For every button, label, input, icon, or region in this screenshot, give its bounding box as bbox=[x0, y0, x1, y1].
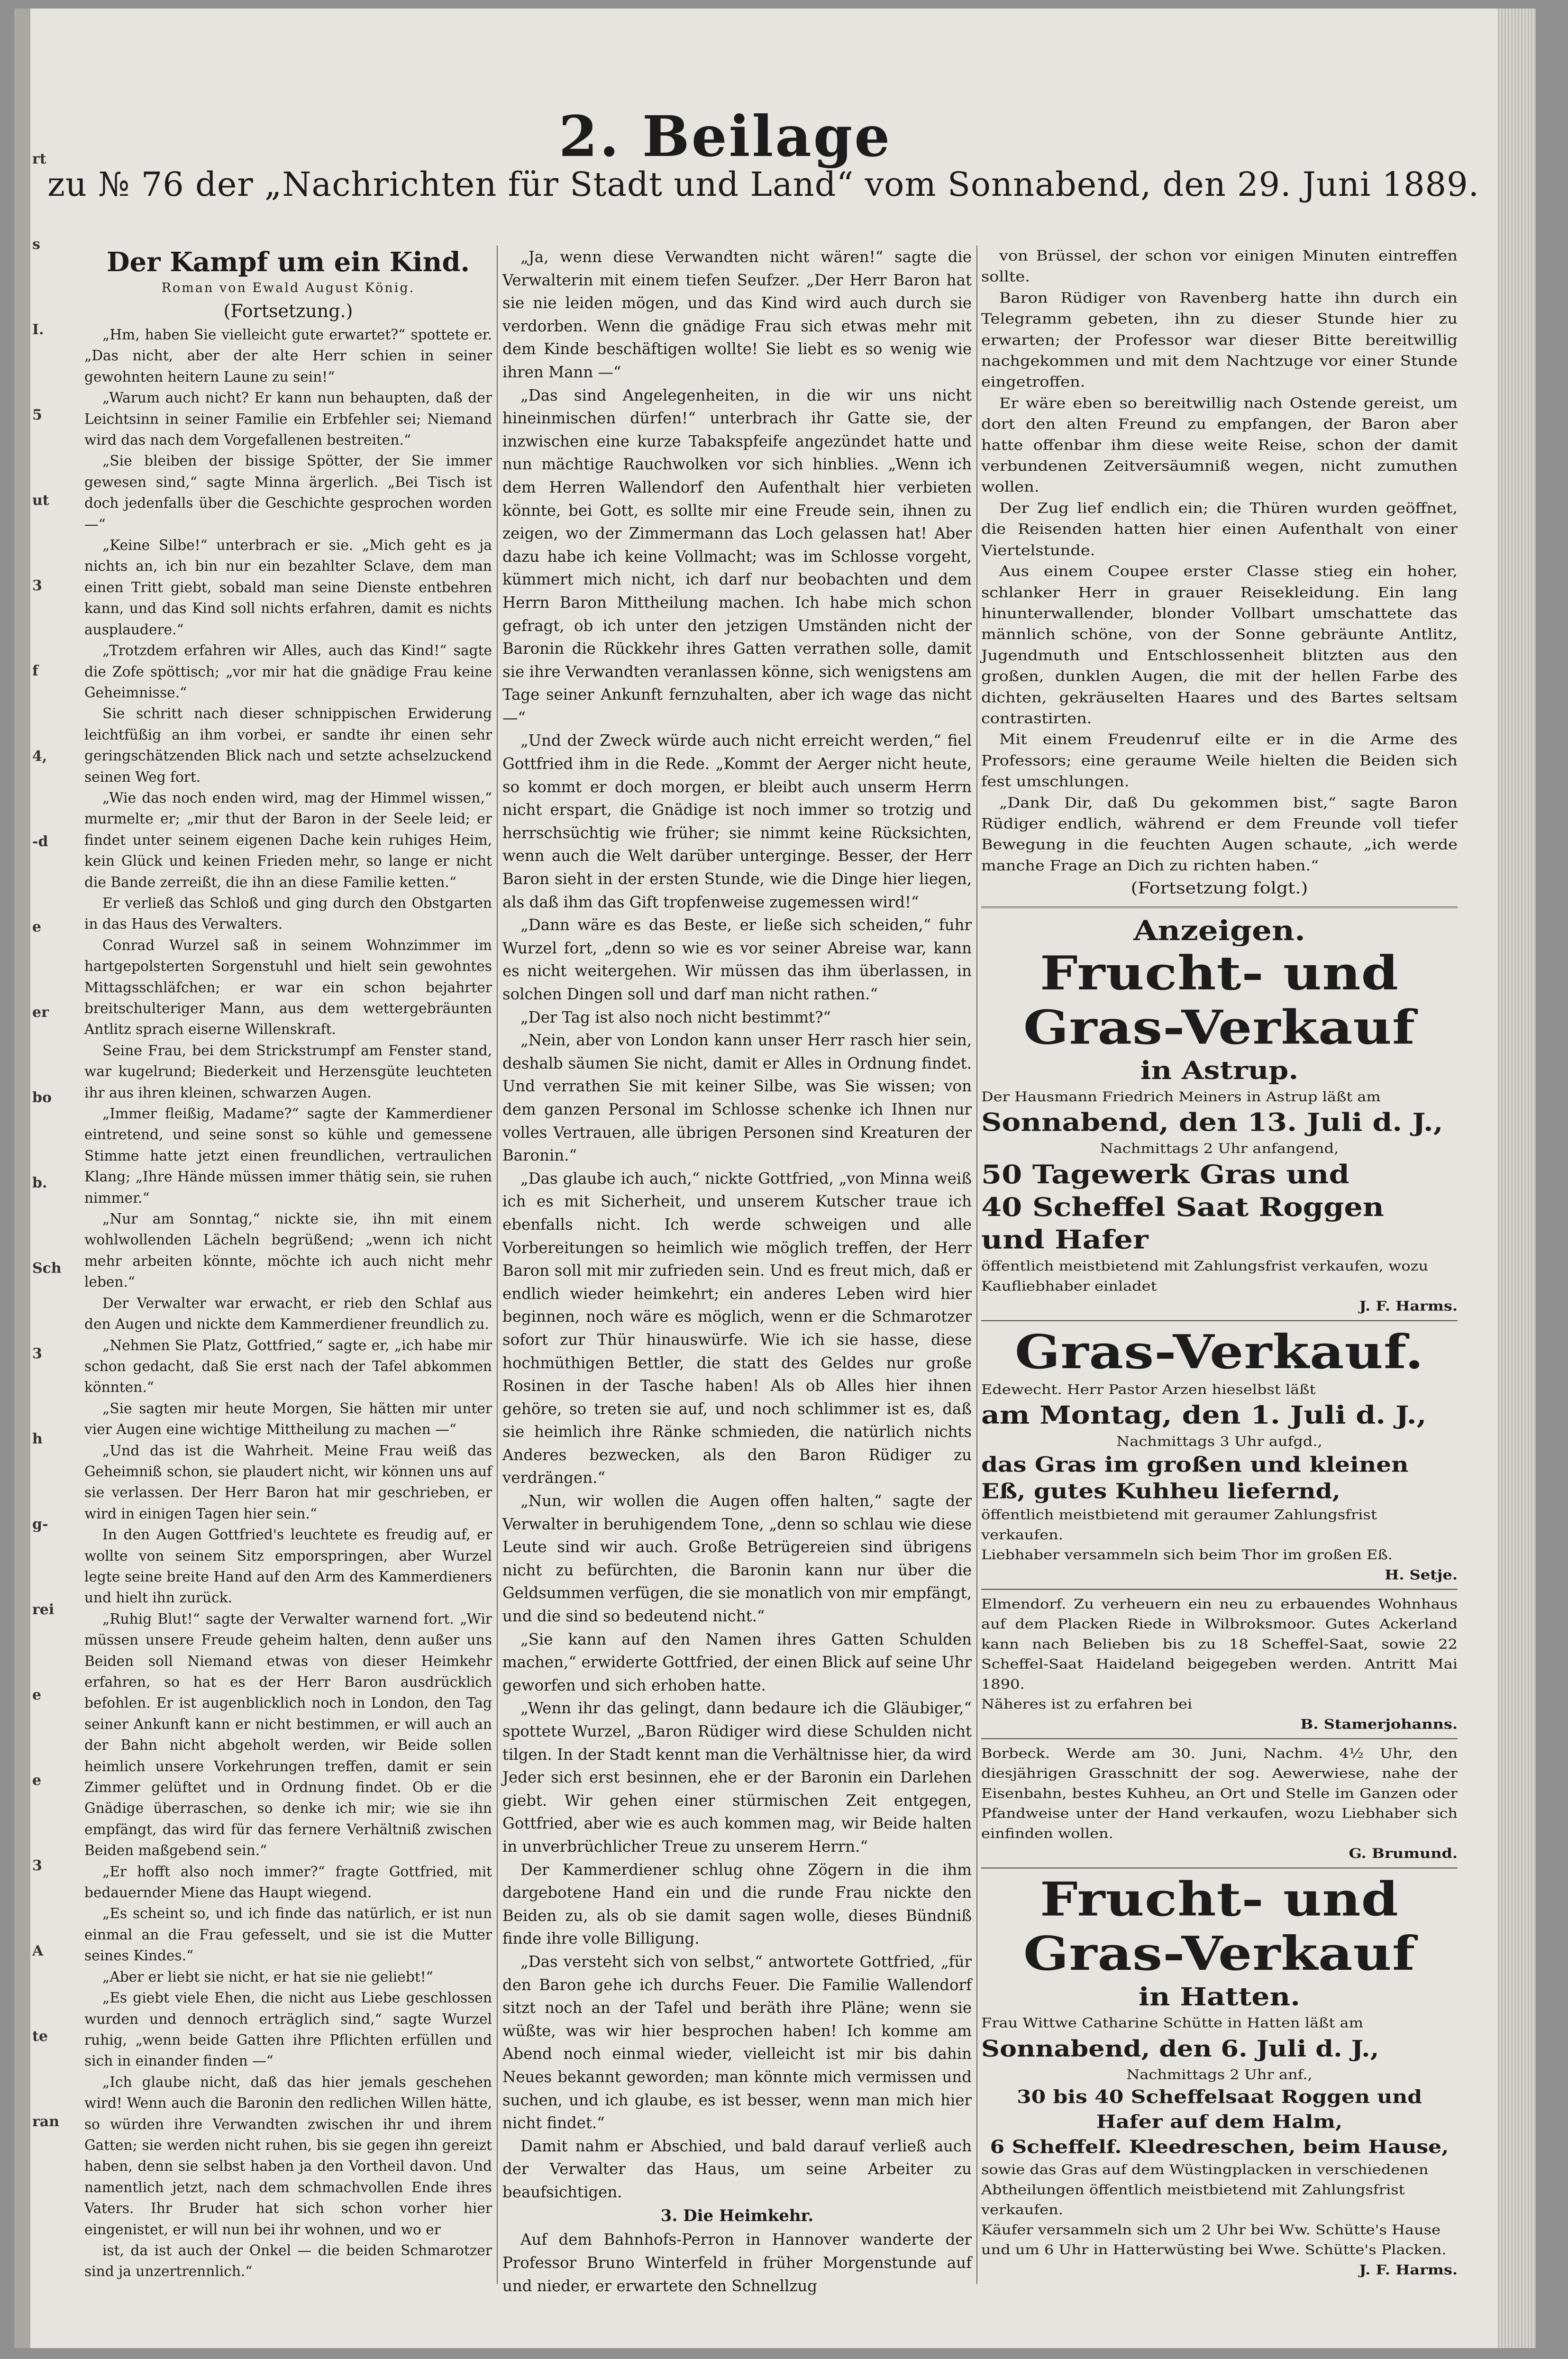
story-paragraph: In den Augen Gottfried's leuchtete es freudig auf, er wollte von seinem Sitz emporspringen, aber Wurzel legte seine breite Hand auf den Arm des Kammerdieners und hielt ihn zurück. bbox=[84, 1527, 492, 1606]
story-paragraph: Seine Frau, bei dem Strickstrumpf am Fenster stand, war kugelrund; Biederkeit und Herzensgüte leuchteten ihr aus ihren kleinen, schwarzen Augen. bbox=[84, 1042, 492, 1101]
page-title: 2. Beilage bbox=[558, 103, 892, 169]
book-spine bbox=[14, 9, 30, 2348]
column-2 bbox=[502, 246, 972, 2297]
ad-text: Elmendorf. Zu verheuern ein neu zu erbauendes Wohnhaus auf dem Placken Riede in Wilbroksmoor. Gutes Ackerland kann nach Belieben bis zu 18 Scheffel-Saat, sowie 22 Scheffel-Saat Haideland beigegeben werden. Antritt Mai 1890. bbox=[981, 1596, 1458, 1692]
adjacent-page-fragment: s bbox=[32, 236, 40, 253]
ad-item: 50 Tagewerk Gras und bbox=[981, 1159, 1349, 1190]
story-paragraph: „Er hofft also noch immer?“ fragte Gottfried, mit bedauernder Miene das Haupt wiegend. bbox=[84, 1863, 492, 1901]
adjacent-page-fragment: b. bbox=[32, 1175, 47, 1191]
column-2-body bbox=[502, 246, 972, 2204]
story-paragraph: „Es giebt viele Ehen, die nicht aus Liebe geschlossen wurden und dennoch erträglich sind,“ sagte Wurzel ruhig, „wenn beide Gatten ihre Pflichten erfüllen und sich in einander finden —“ bbox=[84, 1990, 492, 2069]
adjacent-page-fragment: te bbox=[32, 2028, 48, 2045]
story-paragraph: Sie schritt nach dieser schnippischen Erwiderung leichtfüßig an ihm vorbei, er sandte ihr einen sehr geringschätzenden Blick nach und setzte achselzuckend seinen Weg fort. bbox=[84, 705, 492, 785]
ad-outro: Käufer versammeln sich um 2 Uhr bei Ww. Schütte's Hause und um 6 Uhr in Hatterwüsting bei Wwe. Schütte's Placken. bbox=[981, 2222, 1447, 2258]
story-paragraph: Der Zug lief endlich ein; die Thüren wurden geöffnet, die Reisenden hatten hier einen Aufenthalt von einer Viertelstunde. bbox=[981, 500, 1458, 558]
ad-date: Sonnabend, den 13. Juli d. J., bbox=[981, 1108, 1443, 1137]
adjacent-page-fragment: A bbox=[32, 1943, 44, 1959]
adjacent-page-fragment: rt bbox=[32, 151, 46, 167]
separator bbox=[981, 906, 1458, 908]
ad-outro: öffentlich meistbietend mit geraumer Zahlungsfrist verkaufen. bbox=[981, 1507, 1377, 1543]
ad-item: Hafer auf dem Halm, bbox=[1096, 2111, 1343, 2133]
story-paragraph: Mit einem Freudenruf eilte er in die Arme des Professors; eine geraume Weile hielten die Beiden sich fest umschlungen. bbox=[981, 731, 1458, 790]
story-paragraph: ist, da ist auch der Onkel — die beiden Schmarotzer sind ja unzertrennlich.“ bbox=[84, 2242, 492, 2280]
ad-date: am Montag, den 1. Juli d. J., bbox=[981, 1400, 1427, 1430]
story-paragraph: „Keine Silbe!“ unterbrach er sie. „Mich geht es ja nichts an, ich bin nur ein bezahlter Sclave, dem man einen Tritt giebt, sobald man seine Dienste entbehren kann, und das Kind soll nichts erfahren, damit es nichts ausplaudere.“ bbox=[84, 537, 492, 638]
story-paragraph: „Wie das noch enden wird, mag der Himmel wissen,“ murmelte er; „mir thut der Baron in der Seele leid; er findet unter seinem eigenen Dache kein ruhiges Heim, kein Glück und keinen Frieden mehr, so lange er nicht die Bande zerreißt, die ihn an diese Familie ketten.“ bbox=[84, 789, 492, 890]
adjacent-page-fragment: e bbox=[32, 1687, 42, 1703]
story-paragraph: „Hm, haben Sie vielleicht gute erwartet?“ spottete er. „Das nicht, aber der alte Herr schien in seiner gewohnten heitern Laune zu sein!“ bbox=[84, 327, 492, 385]
ad-outro: Liebhaber versammeln sich beim Thor im großen Eß. bbox=[981, 1546, 1393, 1563]
story-paragraph: „Immer fleißig, Madame?“ sagte der Kammerdiener eintretend, und seine sonst so kühle und gemessene Stimme hatte jetzt einen freundlichen, vertraulichen Klang; „Ihre Hände müssen immer thätig sein, sie ruhen nimmer.“ bbox=[84, 1106, 492, 1206]
adjacent-page-fragment: ran bbox=[32, 2113, 60, 2130]
story-paragraph: „Ja, wenn diese Verwandten nicht wären!“ sagte die Verwalterin mit einem tiefen Seufzer. „Der Herr Baron hat sie nie leiden mögen, und das Kind wird auch durch sie verdorben. Wenn die gnädige Frau sich etwas mehr mit dem Kinde beschäftigen wollte! Sie liebt es so wenig wie ihren Mann —“ bbox=[502, 248, 972, 381]
ad-date: Sonnabend, den 6. Juli d. J., bbox=[981, 2035, 1379, 2062]
story-paragraph: „Und das ist die Wahrheit. Meine Frau weiß das Geheimniß schon, sie plaudert nicht, wir können uns auf sie verlassen. Der Herr Baron hat mir geschrieben, er wird in einigen Tagen hier sein.“ bbox=[84, 1442, 492, 1522]
ad-item: und Hafer bbox=[981, 1224, 1149, 1255]
ad-place: in Hatten. bbox=[1139, 1982, 1300, 2012]
ad-elmendorf bbox=[981, 1594, 1458, 1734]
story-paragraph: „Dank Dir, daß Du gekommen bist,“ sagte Baron Rüdiger endlich, während er dem Freunde voll tiefer Bewegung in die feuchten Augen schaute, „ich werde manche Frage an Dich zu richten haben.“ bbox=[981, 794, 1458, 874]
column-rule bbox=[976, 246, 977, 2284]
separator bbox=[981, 1738, 1458, 1739]
story-paragraph: „Aber er liebt sie nicht, er hat sie nie geliebt!“ bbox=[102, 1968, 433, 1985]
story-paragraph: Er verließ das Schloß und ging durch den Obstgarten in das Haus des Verwalters. bbox=[84, 895, 492, 933]
story-paragraph: „Dann wäre es das Beste, er ließe sich scheiden,“ fuhr Wurzel fort, „denn so wie es vor seiner Abreise war, kann es nicht weitergehen. Wir müssen das ihm überlassen, in solchen Dingen soll und darf man nicht rathen.“ bbox=[502, 916, 972, 1003]
adjacent-page-fragment: e bbox=[32, 1772, 42, 1789]
ad-signature: G. Brumund. bbox=[1349, 1845, 1458, 1862]
ad-text: Borbeck. Werde am 30. Juni, Nachm. 4½ Uhr, den diesjährigen Grasschnitt der sog. Aewerwiese, nahe der Eisenbahn, bestes Kuhheu, an Ort und Stelle im Ganzen oder Pfandweise unter der Hand verkaufen, wozu Liebhaber sich einfinden wollen. bbox=[981, 1745, 1458, 1842]
ad-signature: B. Stamerjohanns. bbox=[1300, 1716, 1458, 1732]
adjacent-page-fragment: h bbox=[32, 1431, 43, 1447]
adjacent-page-fragment: -d bbox=[32, 833, 48, 850]
page-edge bbox=[1498, 9, 1536, 2348]
ad-hatten bbox=[981, 1873, 1458, 2280]
separator bbox=[981, 1868, 1458, 1869]
story-paragraph: „Nur am Sonntag,“ nickte sie, ihn mit einem wohlwollenden Lächeln begrüßend; „wenn ich nicht mehr arbeiten könnte, möchte ich auch nicht mehr leben.“ bbox=[84, 1211, 492, 1290]
adjacent-page-fragment: I. bbox=[32, 321, 44, 338]
story-paragraph: Conrad Wurzel saß in seinem Wohnzimmer im hartgepolsterten Sorgenstuhl und hielt sein gewohntes Mittagsschläfchen; er war ein schon bejahrter breitschulteriger Mann, aus dem wettergebräunten Antlitz sprach eiserne Willenskraft. bbox=[84, 937, 492, 1038]
adjacent-page-fragment: Sch bbox=[32, 1260, 62, 1277]
column-1 bbox=[84, 246, 492, 2282]
story-continued: (Fortsetzung.) bbox=[223, 301, 353, 321]
section-heading: 3. Die Heimkehr. bbox=[660, 2206, 814, 2226]
story-byline: Roman von Ewald August König. bbox=[161, 281, 415, 295]
story-paragraph: Der Verwalter war erwacht, er rieb den Schlaf aus den Augen und nickte dem Kammerdiener freundlich zu. bbox=[84, 1295, 492, 1333]
story-paragraph: „Das glaube ich auch,“ nickte Gottfried, „von Minna weiß ich es mit Sicherheit, und unserem Kutscher traue ich ebenfalls nicht. Ich werde schweigen und alle Vorbereitungen so heimlich wie möglich treffen, der Herr Baron soll mit mir zufrieden sein. Und es freut mich, daß er endlich wieder heimkehrt; ein anderes Leben wird hier beginnen, noch wäre es möglich, wenn er die Schmarotzer sofort zur Thür hinauswürfe. Wie ich sie hasse, diese hochmüthigen Bettler, die statt des Geldes nur große Rosinen in der Tasche haben! Als ob Alles hier ihnen gehöre, so treten sie auf, und noch schlimmer ist es, daß sie heimlich ihre Ränke schmieden, die natürlich nichts Anderes bezwecken, als den Baron Rüdiger zu verdrängen.“ bbox=[502, 1169, 972, 1487]
ad-intro: Frau Wittwe Catharine Schütte in Hatten läßt am bbox=[981, 2015, 1363, 2031]
adjacent-page-fragment: 5 bbox=[32, 407, 42, 423]
adjacent-page-fragment: ut bbox=[32, 492, 49, 509]
story-paragraph: „Das sind Angelegenheiten, in die wir uns nicht hineinmischen dürfen!“ unterbrach ihr Gatte sie, der inzwischen eine kurze Tabakspfeife angezündet hatte und nun mächtige Rauchwolken vor sich hinblies. „Wenn ich dem Herren Wallendorf den Aufenthalt hier verbieten könnte, bei Gott, es sollte mir eine Freude sein, ihnen zu zeigen, wo der Zimmermann das Loch gelassen hat! Aber dazu habe ich keine Vollmacht; was im Schlosse vorgeht, kümmert mich nicht, ich darf nur beobachten und dem Herrn Baron Mittheilung machen. Ich habe mich schon gefragt, ob ich unter den jetzigen Umständen nicht der Baronin die Rückkehr ihres Gatten verrathen solle, damit sie ihre Verwandten veranlassen könne, sich wenigstens am Tage seiner Ankunft fernzuhalten, aber ich wage das nicht —“ bbox=[502, 386, 972, 727]
story-paragraph: „Trotzdem erfahren wir Alles, auch das Kind!“ sagte die Zofe spöttisch; „vor mir hat die gnädige Frau keine Geheimnisse.“ bbox=[84, 642, 492, 701]
ad-time: Nachmittags 2 Uhr anfangend, bbox=[1100, 1140, 1339, 1157]
ad-borbeck bbox=[981, 1743, 1458, 1863]
ad-outro: sowie das Gras auf dem Wüstingplacken in verschiedenen Abtheilungen öffentlich meistbietend mit Zahlungsfrist verkaufen. bbox=[981, 2162, 1429, 2218]
story-paragraph: „Nein, aber von London kann unser Herr rasch hier sein, deshalb säumen Sie nicht, damit er Alles in Ordnung findet. Und verrathen Sie mit keiner Silbe, was Sie wissen; von dem ganzen Personal im Schlosse schenke ich Ihnen nur volles Vertrauen, alle übrigen Personen sind Kreaturen der Baronin.“ bbox=[502, 1031, 972, 1165]
column-3-body bbox=[981, 246, 1458, 877]
ad-item: 30 bis 40 Scheffelsaat Roggen und bbox=[1017, 2086, 1422, 2108]
column-2-tail bbox=[502, 2228, 972, 2297]
ad-astrup bbox=[981, 947, 1458, 1317]
adjacent-page-fragment: 3 bbox=[32, 1857, 42, 1874]
ad-title: Frucht- und Gras-Verkauf bbox=[1023, 1872, 1416, 1981]
story-paragraph: „Sie kann auf den Namen ihres Gatten Schulden machen,“ erwiderte Gottfried, der einen Blick auf seine Uhr geworfen und sich erhoben hatte. bbox=[502, 1630, 972, 1694]
story-paragraph: „Wenn ihr das gelingt, dann bedaure ich die Gläubiger,“ spottete Wurzel, „Baron Rüdiger wird diese Schulden nicht tilgen. In der Stadt kennt man die Verhältnisse hier, da wird Jeder sich erst besinnen, ehe er der Baronin ein Darlehen giebt. Wir gehen einer stürmischen Zeit entgegen, Gottfried, aber wie es auch kommen mag, wir Beide halten in unverbrüchlicher Treue zu unserem Herrn.“ bbox=[502, 1699, 972, 1856]
ad-title: Gras-Verkauf. bbox=[1014, 1325, 1424, 1380]
page-subtitle: zu № 76 der „Nachrichten für Stadt und Land“ vom Sonnabend, den 29. Juni 1889. bbox=[47, 165, 1479, 204]
ad-item: 6 Scheffelf. Kleedreschen, beim Hause, bbox=[990, 2136, 1449, 2158]
adjacent-page-fragment: 3 bbox=[32, 577, 42, 594]
story-paragraph: Baron Rüdiger von Ravenberg hatte ihn durch ein Telegramm gebeten, ihn zu dieser Stunde hier zu erwarten; der Professor war dieser Bitte bereitwillig nachgekommen und mit dem Nachtzuge vor einer Stunde eingetroffen. bbox=[981, 290, 1458, 390]
ads-heading: Anzeigen. bbox=[1133, 914, 1305, 947]
story-paragraph: Der Kammerdiener schlug ohne Zögern in die ihm dargebotene Hand ein und die runde Frau nickte den Beiden zu, als ob sie damit sagen wolle, dieses Bündniß finde ihre volle Billigung. bbox=[502, 1860, 972, 1948]
story-paragraph: „Ich glaube nicht, daß das hier jemals geschehen wird! Wenn auch die Baronin den redlichen Willen hätte, so würden ihre Verwandten zwischen ihr und ihrem Gatten; sie werden nicht ruhen, bis sie gegen ihn gereizt haben, denn sie selbst haben ja den Vortheil davon. Und namentlich jetzt, nach dem schmachvollen Ende ihres Vaters. Ihr Bruder hat sich schon vorher hier eingenistet, er will nun bei ihr wohnen, und wo er bbox=[84, 2074, 492, 2238]
adjacent-page-fragment: bo bbox=[32, 1089, 52, 1106]
ad-item: 40 Scheffel Saat Roggen bbox=[981, 1192, 1384, 1223]
ad-more: Näheres ist zu erfahren bei bbox=[981, 1696, 1193, 1712]
story-paragraph: „Und der Zweck würde auch nicht erreicht werden,“ fiel Gottfried ihm in die Rede. „Kommt der Aerger nicht heute, so kommt er doch morgen, er bleibt auch unserm Herrn nicht erspart, die Gnädige ist noch immer so trotzig und herrschsüchtig wie früher; sie nimmt keine Rücksichten, wenn auch die Welt darüber untergingе. Besser, der Herr Baron sieht in der ersten Stunde, wie die Dinge hier liegen, als daß ihm das Gift tropfenweise zugemessen wird!“ bbox=[502, 731, 972, 911]
ad-time: Nachmittags 2 Uhr anf., bbox=[1126, 2066, 1313, 2083]
ad-signature: H. Setje. bbox=[1385, 1567, 1458, 1583]
ad-outro: öffentlich meistbietend mit Zahlungsfrist verkaufen, wozu Kaufliebhaber einladet bbox=[981, 1258, 1429, 1294]
story-end-note: (Fortsetzung folgt.) bbox=[1130, 879, 1308, 897]
ad-item: das Gras im großen und kleinen bbox=[981, 1452, 1409, 1477]
adjacent-page-fragment: e bbox=[32, 919, 42, 935]
adjacent-page-fragment: er bbox=[32, 1004, 49, 1021]
story-paragraph: Aus einem Coupee erster Classe stieg ein hoher, schlanker Herr in grauer Reisekleidung. Ein lang hinunterwallender, blonder Vollbart umschattete das männlich schöne, von der Sonne gebräunte Antlitz, Jugendmuth und Entschlossenheit blitzten aus den großen, dunklen Augen, die mit der hellen Farbe des dichten, gekräuselten Haares und des Bartes seltsam contrastirten. bbox=[981, 563, 1458, 727]
separator bbox=[981, 1589, 1458, 1590]
column-3 bbox=[981, 246, 1458, 2280]
adjacent-page-fragment: f bbox=[32, 663, 38, 679]
adjacent-page-fragment: g- bbox=[32, 1516, 48, 1533]
ad-signature: J. F. Harms. bbox=[1359, 1298, 1458, 1314]
story-paragraph: Damit nahm er Abschied, und bald darauf verließ auch der Verwalter das Haus, um seine Arbeiter zu beaufsichtigen. bbox=[502, 2137, 972, 2201]
ad-place: in Astrup. bbox=[1140, 1056, 1299, 1086]
column-rule bbox=[497, 246, 498, 2284]
story-paragraph: „Sie bleiben der bissige Spötter, der Sie immer gewesen sind,“ sagte Minna ärgerlich. „Bei Tisch ist doch jedenfalls über die Geschichte gesprochen worden —“ bbox=[84, 453, 492, 532]
ad-item: Eß, gutes Kuhheu liefernd, bbox=[981, 1479, 1340, 1504]
story-paragraph: „Es scheint so, und ich finde das natürlich, er ist nun einmal an die Frau gefesselt, und sie ist die Mutter seines Kindes.“ bbox=[84, 1905, 492, 1964]
ad-time: Nachmittags 3 Uhr aufgd., bbox=[1116, 1433, 1322, 1449]
story-paragraph: „Nehmen Sie Platz, Gottfried,“ sagte er, „ich habe mir schon gedacht, daß Sie erst nach der Tafel abkommen könnten.“ bbox=[84, 1337, 492, 1396]
adjacent-page-fragment: rei bbox=[32, 1601, 55, 1618]
story-title: Der Kampf um ein Kind. bbox=[106, 247, 470, 278]
story-paragraph: „Das versteht sich von selbst,“ antwortete Gottfried, „für den Baron gehe ich durchs Feuer. Die Familie Wallendorf sitzt noch an der Tafel und beräth ihre Pläne; wenn sie wüßte, was wir hier besprochen haben! Ich komme am Abend noch einmal wieder, vielleicht ist mir bis dahin Neues bekannt geworden; man könnte mich vermissen und suchen, und ich glaube, es ist besser, wenn man mich hier nicht findet.“ bbox=[502, 1952, 972, 2132]
story-paragraph: Er wäre eben so bereitwillig nach Ostende gereist, um dort den alten Freund zu empfangen, der Baron aber hatte offenbar ihm diese weite Reise, schon der damit verbundenen Zeitversäumniß wegen, nicht zumuthen wollen. bbox=[981, 394, 1458, 495]
story-paragraph: „Der Tag ist also noch nicht bestimmt?“ bbox=[520, 1008, 831, 1026]
ad-intro: Der Hausmann Friedrich Meiners in Astrup läßt am bbox=[981, 1088, 1381, 1105]
ad-edewecht bbox=[981, 1326, 1458, 1585]
ad-signature: J. F. Harms. bbox=[1359, 2262, 1458, 2278]
adjacent-page-fragment: 3 bbox=[32, 1345, 42, 1362]
adjacent-page-fragment: 4, bbox=[32, 748, 47, 765]
separator bbox=[981, 1320, 1458, 1321]
story-paragraph: von Brüssel, der schon vor einigen Minuten eintreffen sollte. bbox=[981, 247, 1458, 285]
story-paragraph: „Sie sagten mir heute Morgen, Sie hätten mir unter vier Augen eine wichtige Mittheilung zu machen —“ bbox=[84, 1400, 492, 1438]
story-paragraph: „Nun, wir wollen die Augen offen halten,“ sagte der Verwalter in beruhigendem Tone, „denn so schlau wie diese Leute sind wir auch. Große Betrügereien sind übrigens nicht zu befürchten, die Baronin kann nur über die Geldsummen verfügen, die sie monatlich von mir empfängt, und die sind so bedeutend nicht.“ bbox=[502, 1492, 972, 1626]
story-paragraph: „Ruhig Blut!“ sagte der Verwalter warnend fort. „Wir müssen unsere Freude geheim halten, denn außer uns Beiden soll Niemand etwas von dieser Heimkehr erfahren, so hat es der Herr Baron ausdrücklich befohlen. Er ist augenblicklich noch in London, den Tag seiner Ankunft kann er nicht bestimmen, er will auch an der Bahn nicht abgeholt werden, wir Beide sollen heimlich unsere Vorkehrungen treffen, damit er sein Zimmer gelüftet und in Ordnung findet. Ob er die Gnädige überraschen, so denke ich mir; wie sie ihn empfängt, das wird für das fernere Verhältniß zwischen Beiden maßgebend sein.“ bbox=[84, 1610, 492, 1859]
column-1-body bbox=[84, 324, 492, 2282]
ad-title: Frucht- und Gras-Verkauf bbox=[1023, 946, 1416, 1055]
story-paragraph: „Warum auch nicht? Er kann nun behaupten, daß der Leichtsinn in seiner Familie ein Erbfehler sei; Niemand wird das nach dem Vorgefallenen bestreiten.“ bbox=[84, 390, 492, 448]
story-paragraph: Auf dem Bahnhofs-Perron in Hannover wanderte der Professor Bruno Winterfeld in früher Morgenstunde auf und nieder, er erwartete den Schnellzug bbox=[502, 2231, 972, 2295]
adjacent-page-strip bbox=[30, 151, 62, 2237]
newspaper-page bbox=[14, 9, 1536, 2348]
ad-intro: Edewecht. Herr Pastor Arzen hieselbst läßt bbox=[981, 1381, 1316, 1398]
